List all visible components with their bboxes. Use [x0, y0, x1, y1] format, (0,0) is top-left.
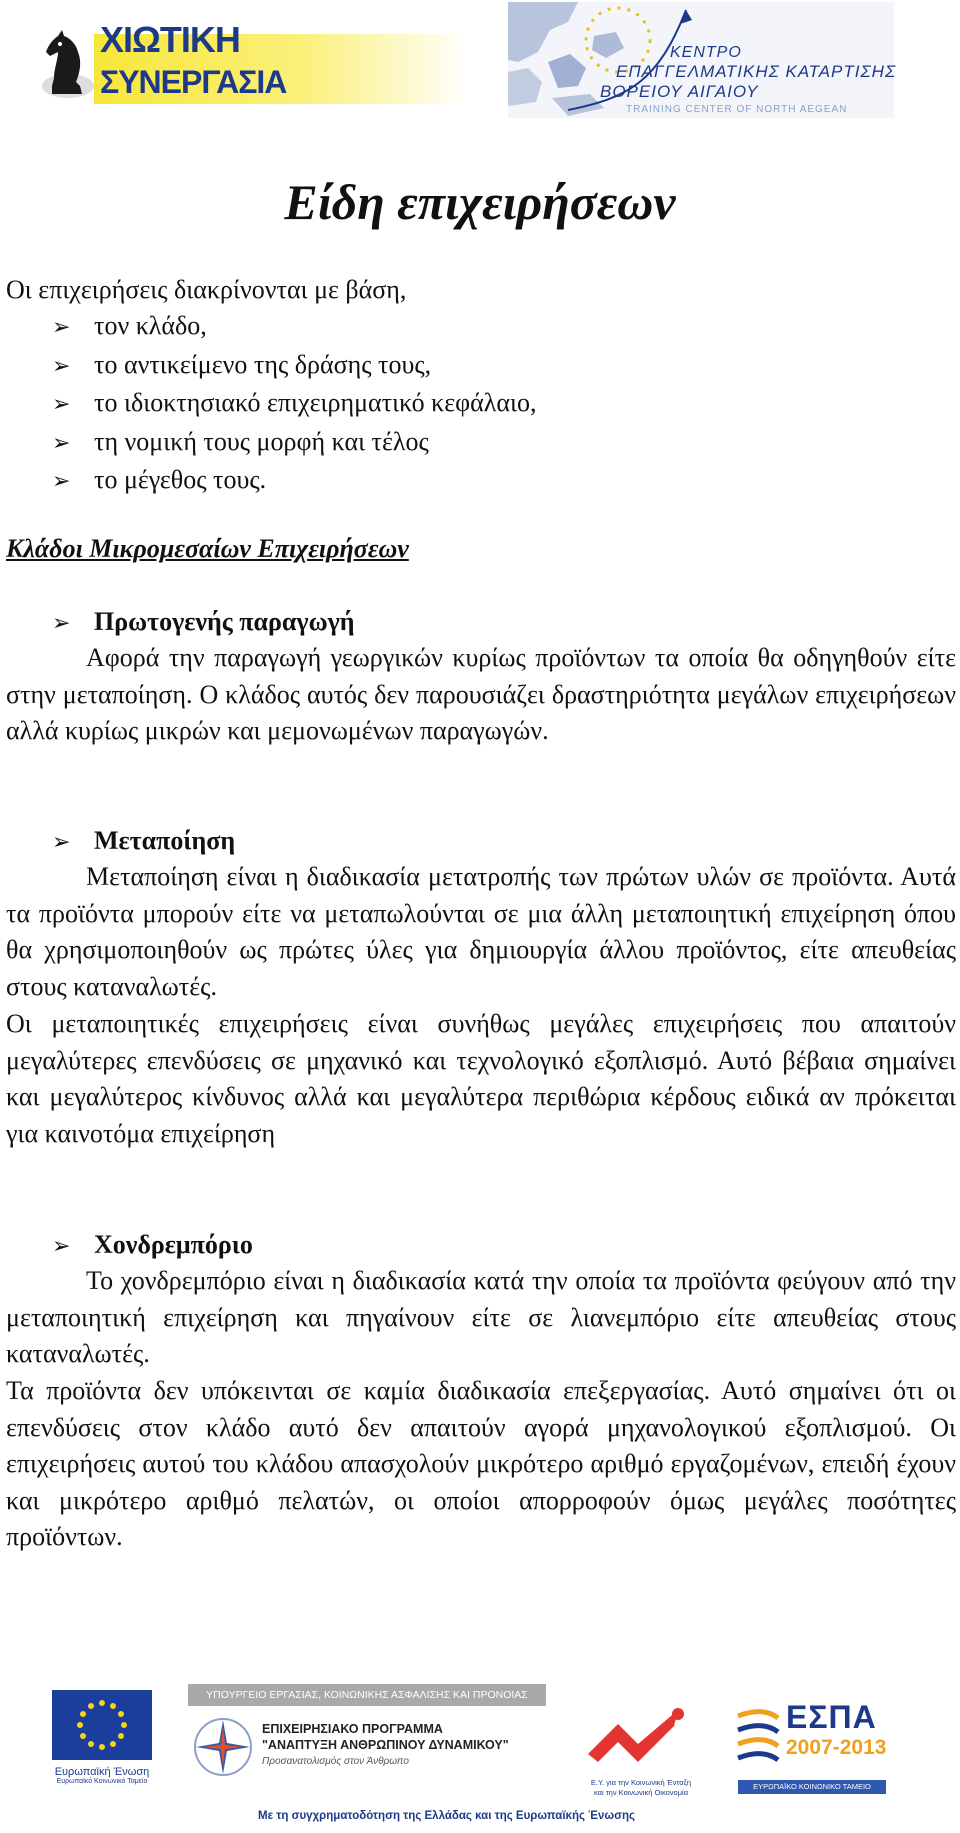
program-line2: "ΑΝΑΠΤΥΞΗ ΑΝΘΡΩΠΙΝΟΥ ΔΥΝΑΜΙΚΟΥ" [262, 1738, 509, 1752]
funding-footer [0, 1680, 960, 1833]
paragraph-primary-production [6, 640, 956, 750]
list-item-text: το μέγεθος τους. [94, 465, 267, 494]
paragraph-text: Αφορά την παραγωγή γεωργικών κυρίως προϊόντων τα οποία θα οδηγηθούν είτε στην μεταποίηση. Ο κλάδος αυτός δεν παρουσιάζει δραστηριότητα μεγάλων επιχειρήσεων αλλά κυρίως μικρών και μεμονωμένων παραγωγών. [6, 643, 956, 745]
espa-title: ΕΣΠΑ [786, 1699, 877, 1735]
criteria-list [52, 308, 536, 501]
logo-right-line4: TRAINING CENTER OF NORTH AEGEAN [626, 104, 848, 115]
list-item [52, 462, 536, 501]
section-heading-text: Πρωτογενής παραγωγή [94, 607, 355, 636]
arrow-bullet-icon: ➢ [52, 611, 71, 636]
list-item [52, 347, 536, 386]
eu-subcaption: Ευρωπαϊκό Κοινωνικό Ταμείο [56, 1778, 148, 1785]
list-item-text: τον κλάδο, [94, 311, 207, 340]
program-tagline: Προσανατολισμός στον Άνθρωπο [262, 1756, 409, 1767]
arrow-bullet-icon: ➢ [52, 1234, 71, 1259]
section-heading-primary-production [52, 604, 355, 642]
arrow-bullet-icon: ➢ [52, 353, 71, 379]
list-item-text: το αντικείμενο της δράσης τους, [94, 349, 432, 379]
program-line1: ΕΠΙΧΕΙΡΗΣΙΑΚΟ ΠΡΟΓΡΑΜΜΑ [262, 1722, 443, 1736]
arrow-bullet-icon: ➢ [52, 830, 71, 855]
list-item [52, 308, 536, 347]
logo-right-line1: ΚΕΝΤΡΟ [670, 44, 742, 61]
paragraph-text: Μεταποίηση είναι η διαδικασία μετατροπής των πρώτων υλών σε προϊόντα. Αυτά τα προϊόντα μπορούν είτε να μεταπωλούνται σε μια άλλη μεταποιητική επιχείρηση όπου θα χρησιμοποιηθούν ως πρώτες ύλες για δημιουργία άλλου προϊόντος, είτε απευθείας στους καταναλωτές. [6, 862, 956, 1001]
paragraph-text: Το χονδρεμπόριο είναι η διαδικασία κατά την οποία τα προϊόντα φεύγουν από την μεταποιητική επιχείρηση και πηγαίνουν είτε σε λιανεμπόριο είτε απευθείας στους καταναλωτές. [6, 1266, 956, 1368]
espa-wave-icon [734, 1706, 782, 1776]
list-item [52, 424, 536, 463]
list-item-text: το ιδιοκτησιακό επιχειρηματικό κεφάλαιο, [94, 388, 537, 417]
ey-caption-line1: Ε.Υ. για την Κοινωνική Ένταξη [590, 1778, 692, 1787]
section-heading-text: Μεταποίηση [94, 826, 236, 855]
ministry-banner: ΥΠΟΥΡΓΕΙΟ ΕΡΓΑΣΙΑΣ, ΚΟΙΝΩΝΙΚΗΣ ΑΣΦΑΛΙΣΗΣ ΚΑΙ ΠΡΟΝΟΙΑΣ [188, 1684, 546, 1706]
hiotiki-synergasia-logo [36, 16, 436, 102]
eu-caption: Ευρωπαϊκή Ένωση [54, 1766, 150, 1778]
espa-fund-banner: ΕΥΡΩΠΑΪΚΟ ΚΟΙΝΩΝΙΚΟ ΤΑΜΕΙΟ [738, 1780, 886, 1794]
logo-right-line3: ΒΟΡΕΙΟΥ ΑΙΓΑΙΟΥ [600, 82, 759, 101]
intro-text: Οι επιχειρήσεις διακρίνονται με βάση, [6, 275, 407, 304]
section-heading-text: Χονδρεμπόριο [94, 1230, 253, 1259]
chess-knight-icon [36, 16, 96, 102]
social-inclusion-logo-icon [578, 1704, 698, 1774]
eu-logo [52, 1690, 152, 1785]
section-heading-manufacturing [52, 823, 235, 861]
paragraph-manufacturing-2: Οι μεταποιητικές επιχειρήσεις είναι συνήθως μεγάλες επιχειρήσεις που απαιτούν μεγαλύτερες επενδύσεις σε μηχανικό και τεχνολογικό εξοπλισμό. Αυτό βέβαια σημαίνει και μεγαλύτερος κίνδυνος αλλά και μεγαλύτερα περιθώρια κέρδους ειδικά αν πρόκειται για καινοτόμα επιχείρηση [6, 1009, 956, 1148]
list-item-text: τη νομική τους μορφή και τέλος [94, 426, 429, 456]
arrow-bullet-icon: ➢ [52, 430, 71, 456]
logo-left-line1: ΧΙΩΤΙΚΗ [100, 19, 240, 60]
list-item [52, 385, 536, 424]
paragraph-wholesale-2: Τα προϊόντα δεν υπόκεινται σε καμία διαδικασία επεξεργασίας. Αυτό σημαίνει ότι οι επενδύσεις στον κλάδο αυτό δεν απαιτούν αγορά μηχανολογικού εξοπλισμού. Οι επιχειρήσεις αυτού του κλάδου απασχολούν μικρότερο αριθμό εργαζομένων, επειδή έχουν και μικρότερο αριθμό πελατών, οι οποίοι απορροφούν όμως μεγάλες ποσότητες προϊόντων. [6, 1376, 956, 1551]
paragraph-manufacturing-1 [6, 859, 956, 1005]
cofunding-statement: Με τη συγχρηματοδότηση της Ελλάδας και της Ευρωπαϊκής Ένωσης [258, 1810, 635, 1822]
arrow-bullet-icon: ➢ [52, 392, 71, 417]
arrow-bullet-icon: ➢ [52, 315, 71, 340]
arrow-bullet-icon: ➢ [52, 469, 71, 494]
espa-years: 2007-2013 [786, 1736, 887, 1759]
section-heading-wholesale [52, 1227, 253, 1265]
paragraph-wholesale-1 [6, 1263, 956, 1373]
logo-right-line2: ΕΠΑΓΓΕΛΜΑΤΙΚΗΣ ΚΑΤΑΡΤΙΣΗΣ [616, 62, 897, 81]
eu-flag-icon [52, 1690, 152, 1760]
logo-left-line2: ΣΥΝΕΡΓΑΣΙΑ [100, 64, 287, 100]
compass-rose-icon [192, 1716, 254, 1778]
section-title: Κλάδοι Μικρομεσαίων Επιχειρήσεων [6, 534, 409, 563]
kek-north-aegean-logo [508, 2, 897, 118]
ey-caption-line2: και την Κοινωνική Οικονομία [593, 1788, 689, 1797]
page-title: Είδη επιχειρήσεων [284, 174, 676, 230]
